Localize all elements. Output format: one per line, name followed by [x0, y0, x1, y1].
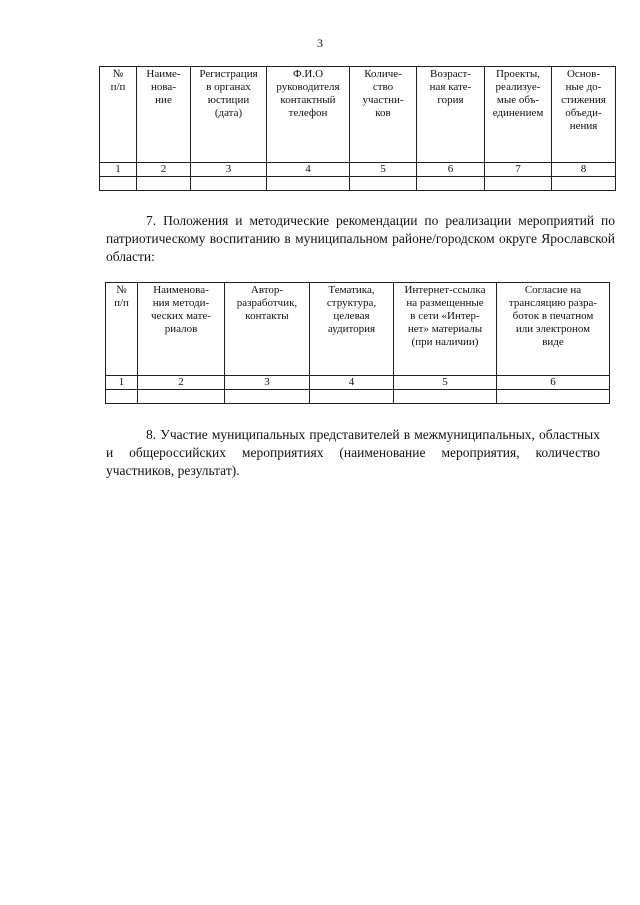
empty-cell: [267, 177, 350, 191]
section-8-text: 8. Участие муниципальных представителей в межмуниципальных, областных и общероссийских мероприятиях (наименование мероприятия, количество участников, результат).: [106, 427, 600, 478]
header-line: гория: [437, 94, 464, 106]
header-line: Интернет-ссылка: [404, 284, 486, 296]
header-line: (при наличии): [411, 336, 479, 348]
table-organizations: [99, 66, 616, 191]
header-line: ния методи-: [152, 297, 210, 309]
column-number-cell: 4: [267, 163, 350, 177]
empty-cell: [138, 390, 225, 404]
header-cell: [350, 67, 417, 163]
header-cell: [191, 67, 267, 163]
header-cell: [267, 67, 350, 163]
column-number-cell: 5: [394, 376, 497, 390]
header-line: контакты: [245, 310, 289, 322]
header-line: контактный: [280, 94, 336, 106]
header-cell: [310, 283, 394, 376]
header-line: боток в печатном: [512, 310, 594, 322]
empty-cell: [137, 177, 191, 191]
section-7-text: 7. Положения и методические рекомендации по реализации мероприятий по патриотическому воспитанию в муниципальном районе/городском округе Ярославской области:: [106, 213, 615, 264]
header-cell: [417, 67, 485, 163]
header-cell: [137, 67, 191, 163]
header-line: Возраст-: [430, 68, 471, 80]
header-line: №: [112, 68, 124, 80]
header-line: Количе-: [364, 68, 402, 80]
header-line: на размещенные: [406, 297, 484, 309]
header-line: ство: [372, 81, 394, 93]
header-line: объеди-: [565, 107, 602, 119]
empty-cell: [350, 177, 417, 191]
header-line: мые объ-: [496, 94, 540, 106]
header-line: ческих мате-: [151, 310, 211, 322]
table-row: [106, 390, 610, 404]
header-cell: [138, 283, 225, 376]
header-line: в сети «Интер-: [410, 310, 480, 322]
empty-cell: [225, 390, 310, 404]
header-line: виде: [542, 336, 564, 348]
header-line: нет» материалы: [407, 323, 483, 335]
column-number-cell: 7: [485, 163, 552, 177]
table-methodical-materials: [105, 282, 610, 404]
header-line: целевая: [333, 310, 370, 322]
header-line: ние: [155, 94, 172, 106]
column-number-cell: 6: [417, 163, 485, 177]
header-line: Основ-: [566, 68, 601, 80]
header-line: ная кате-: [429, 81, 472, 93]
table-number-row: [106, 376, 610, 390]
column-number-cell: 1: [100, 163, 137, 177]
table-header-row: [106, 283, 610, 376]
header-line: разработчик,: [236, 297, 298, 309]
column-number-cell: 5: [350, 163, 417, 177]
header-line: ков: [375, 107, 391, 119]
header-line: структура,: [326, 297, 377, 309]
table-header-row: [100, 67, 616, 163]
column-number-cell: 2: [138, 376, 225, 390]
column-number-cell: 6: [497, 376, 610, 390]
header-line: или электроном: [515, 323, 591, 335]
header-line: риалов: [164, 323, 198, 335]
empty-cell: [497, 390, 610, 404]
header-line: п/п: [114, 297, 129, 309]
header-line: реализуе-: [495, 81, 541, 93]
header-line: Наиме-: [146, 68, 181, 80]
column-number-cell: 4: [310, 376, 394, 390]
column-number-cell: 3: [225, 376, 310, 390]
empty-cell: [106, 390, 138, 404]
header-cell: [394, 283, 497, 376]
header-line: руководителя: [276, 81, 340, 93]
table-number-row: [100, 163, 616, 177]
page-number: 3: [317, 36, 323, 50]
header-line: Проекты,: [495, 68, 541, 80]
header-line: аудитория: [327, 323, 376, 335]
header-cell: [225, 283, 310, 376]
header-line: нения: [569, 120, 598, 132]
column-number-cell: 8: [552, 163, 616, 177]
header-cell: [100, 67, 137, 163]
header-cell: [485, 67, 552, 163]
table-row: [100, 177, 616, 191]
empty-cell: [394, 390, 497, 404]
empty-cell: [552, 177, 616, 191]
empty-cell: [417, 177, 485, 191]
empty-cell: [191, 177, 267, 191]
header-line: Регистрация: [199, 68, 258, 80]
empty-cell: [310, 390, 394, 404]
header-line: Тематика,: [328, 284, 375, 296]
header-line: п/п: [110, 81, 126, 93]
header-line: Согласие на: [524, 284, 582, 296]
header-line: Автор-: [250, 284, 284, 296]
header-cell: [497, 283, 610, 376]
empty-cell: [100, 177, 137, 191]
column-number-cell: 1: [106, 376, 138, 390]
header-cell: [552, 67, 616, 163]
empty-cell: [485, 177, 552, 191]
column-number-cell: 3: [191, 163, 267, 177]
header-line: ные до-: [565, 81, 602, 93]
header-line: №: [116, 284, 127, 296]
header-line: стижения: [561, 94, 606, 106]
header-line: юстиции: [207, 94, 250, 106]
header-line: трансляцию разра-: [508, 297, 598, 309]
header-line: Наименова-: [153, 284, 209, 296]
header-line: нова-: [151, 81, 176, 93]
header-cell: [106, 283, 138, 376]
header-line: (дата): [214, 107, 243, 119]
header-line: телефон: [288, 107, 328, 119]
column-number-cell: 2: [137, 163, 191, 177]
header-line: Ф.И.О: [292, 68, 324, 80]
header-line: единением: [492, 107, 544, 119]
header-line: в органах: [206, 81, 251, 93]
header-line: участни-: [362, 94, 404, 106]
